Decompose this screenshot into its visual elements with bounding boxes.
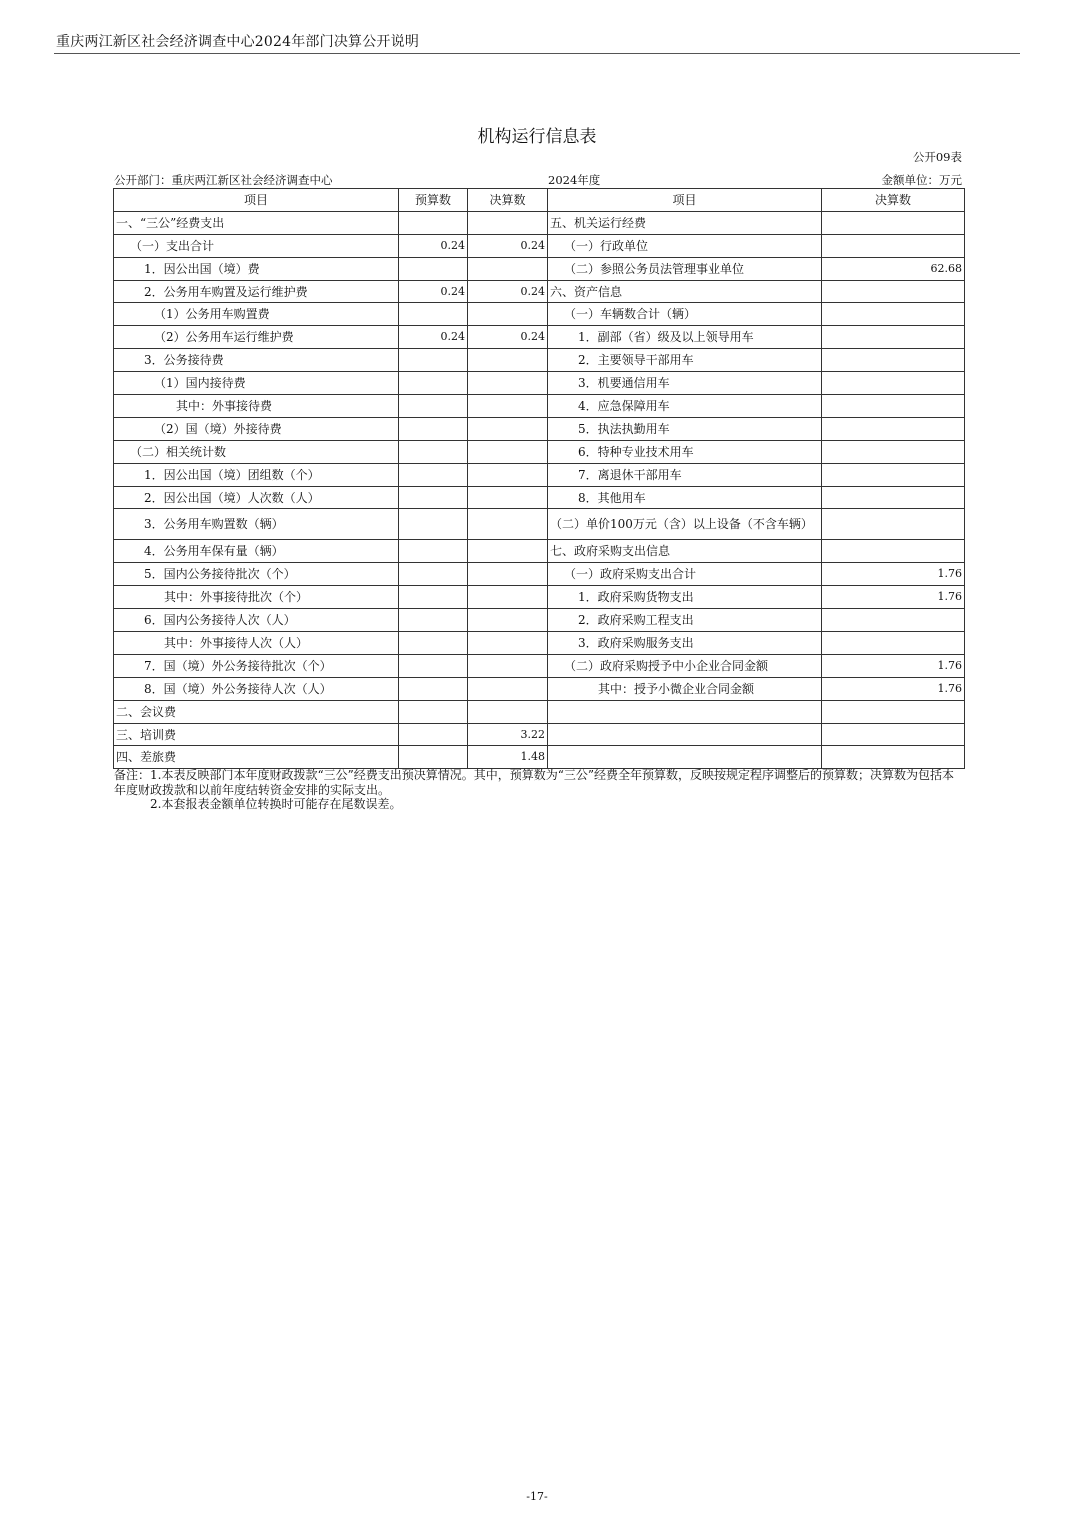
row-item-left: 7．国（境）外公务接待批次（个） (114, 654, 399, 677)
row-final-left: 3.22 (468, 723, 548, 746)
page-number: -17- (526, 1490, 548, 1503)
row-final-left (468, 349, 548, 372)
table-row (114, 540, 965, 563)
row-item-right: 其中：授予小微企业合同金额 (548, 677, 822, 700)
row-budget (399, 211, 468, 234)
row-final-left (468, 540, 548, 563)
row-final-left (468, 486, 548, 509)
department-label: 公开部门：重庆两江新区社会经济调查中心 (114, 173, 333, 187)
row-item-right: 七、政府采购支出信息 (548, 540, 822, 563)
row-budget (399, 395, 468, 418)
row-final-right (822, 234, 965, 257)
table-row (114, 417, 965, 440)
row-final-right (822, 211, 965, 234)
row-final-right (822, 372, 965, 395)
row-item-left: 三、培训费 (114, 723, 399, 746)
row-item-left: （一）支出合计 (114, 234, 399, 257)
row-final-left (468, 632, 548, 655)
row-final-left: 0.24 (468, 234, 548, 257)
row-final-left (468, 257, 548, 280)
row-final-right (822, 349, 965, 372)
row-budget (399, 440, 468, 463)
table-row (114, 486, 965, 509)
row-budget (399, 632, 468, 655)
table-row (114, 700, 965, 723)
table-row (114, 677, 965, 700)
row-final-right: 1.76 (822, 677, 965, 700)
row-final-right (822, 746, 965, 769)
row-final-left (468, 463, 548, 486)
row-final-right: 1.76 (822, 654, 965, 677)
row-item-left: 8．国（境）外公务接待人次（人） (114, 677, 399, 700)
row-final-left (468, 211, 548, 234)
row-item-right: 1．副部（省）级及以上领导用车 (548, 326, 822, 349)
header-final-right: 决算数 (822, 189, 965, 212)
table-row (114, 349, 965, 372)
row-item-left: 四、差旅费 (114, 746, 399, 769)
table-row (114, 746, 965, 769)
table-row (114, 326, 965, 349)
row-final-right (822, 609, 965, 632)
row-item-right: 2．主要领导干部用车 (548, 349, 822, 372)
row-final-right (822, 463, 965, 486)
note-1: 备注：1.本表反映部门本年度财政拨款“三公”经费支出预决算情况。其中，预算数为“三公”经费全年预算数，反映按规定程序调整后的预算数；决算数为包括本年度财政拨款和以前年度结转资金安排的实际支出。 (114, 768, 954, 797)
row-item-left: 1．因公出国（境）费 (114, 257, 399, 280)
row-item-right: （二）参照公务员法管理事业单位 (548, 257, 822, 280)
row-final-right (822, 723, 965, 746)
header-budget: 预算数 (399, 189, 468, 212)
row-item-left: 2．因公出国（境）人次数（人） (114, 486, 399, 509)
row-budget: 0.24 (399, 326, 468, 349)
row-item-left: 6．国内公务接待人次（人） (114, 609, 399, 632)
row-final-left (468, 372, 548, 395)
row-item-right: 2．政府采购工程支出 (548, 609, 822, 632)
table-row (114, 257, 965, 280)
running-header: 重庆两江新区社会经济调查中心2024年部门决算公开说明 (56, 34, 420, 50)
table-row (114, 440, 965, 463)
row-budget: 0.24 (399, 234, 468, 257)
row-final-left: 0.24 (468, 280, 548, 303)
amount-unit: 金额单位：万元 (881, 173, 962, 187)
row-final-left (468, 677, 548, 700)
row-final-right: 62.68 (822, 257, 965, 280)
row-budget (399, 654, 468, 677)
row-item-right: （一）政府采购支出合计 (548, 563, 822, 586)
row-item-right: （一）车辆数合计（辆） (548, 303, 822, 326)
row-item-right: 3．政府采购服务支出 (548, 632, 822, 655)
row-budget (399, 303, 468, 326)
row-item-left: （1）公务用车购置费 (114, 303, 399, 326)
table-row (114, 609, 965, 632)
row-final-right (822, 486, 965, 509)
row-item-left: 3．公务接待费 (114, 349, 399, 372)
row-final-left (468, 303, 548, 326)
note-2: 2.本套报表金额单位转换时可能存在尾数误差。 (150, 797, 402, 811)
row-item-left: 1．因公出国（境）团组数（个） (114, 463, 399, 486)
row-final-right (822, 303, 965, 326)
row-final-right: 1.76 (822, 563, 965, 586)
row-item-right: 五、机关运行经费 (548, 211, 822, 234)
row-final-right (822, 440, 965, 463)
row-budget (399, 417, 468, 440)
row-budget (399, 463, 468, 486)
table-header-row (114, 189, 965, 212)
row-budget (399, 700, 468, 723)
row-item-left: （1）国内接待费 (114, 372, 399, 395)
table-row (114, 372, 965, 395)
row-budget (399, 723, 468, 746)
header-item-left: 项目 (114, 189, 399, 212)
row-final-right (822, 540, 965, 563)
row-budget (399, 540, 468, 563)
table-row (114, 632, 965, 655)
row-final-right (822, 326, 965, 349)
row-budget (399, 609, 468, 632)
row-budget (399, 257, 468, 280)
row-final-left (468, 563, 548, 586)
fiscal-year: 2024年度 (548, 173, 601, 187)
row-budget (399, 586, 468, 609)
row-final-right: 1.76 (822, 586, 965, 609)
row-item-right: 六、资产信息 (548, 280, 822, 303)
notes (114, 768, 964, 812)
table-row (114, 723, 965, 746)
row-budget: 0.24 (399, 280, 468, 303)
row-final-left: 0.24 (468, 326, 548, 349)
row-final-right (822, 395, 965, 418)
row-item-left: （2）国（境）外接待费 (114, 417, 399, 440)
row-final-right (822, 632, 965, 655)
row-final-left (468, 509, 548, 540)
row-budget (399, 486, 468, 509)
row-final-left (468, 417, 548, 440)
row-budget (399, 563, 468, 586)
row-budget (399, 746, 468, 769)
row-final-right (822, 509, 965, 540)
table-row (114, 234, 965, 257)
row-item-right: （二）政府采购授予中小企业合同金额 (548, 654, 822, 677)
row-final-right (822, 700, 965, 723)
table-row (114, 586, 965, 609)
header-item-right: 项目 (548, 189, 822, 212)
table-body (114, 211, 965, 768)
table-row (114, 509, 965, 540)
row-budget (399, 349, 468, 372)
row-item-right: 7．离退休干部用车 (548, 463, 822, 486)
header-rule (54, 53, 1020, 54)
row-item-left: 5．国内公务接待批次（个） (114, 563, 399, 586)
row-item-left: （2）公务用车运行维护费 (114, 326, 399, 349)
row-budget (399, 677, 468, 700)
row-final-left (468, 586, 548, 609)
row-item-right: 3．机要通信用车 (548, 372, 822, 395)
row-final-left (468, 440, 548, 463)
table-row (114, 303, 965, 326)
row-final-left (468, 654, 548, 677)
row-item-left: 4．公务用车保有量（辆） (114, 540, 399, 563)
row-item-left: （二）相关统计数 (114, 440, 399, 463)
row-item-right: 4．应急保障用车 (548, 395, 822, 418)
row-final-left: 1.48 (468, 746, 548, 769)
row-budget (399, 509, 468, 540)
row-item-right: （二）单价100万元（含）以上设备（不含车辆） (548, 509, 822, 540)
row-item-left: 一、“三公”经费支出 (114, 211, 399, 234)
row-item-right (548, 746, 822, 769)
row-item-right: 1．政府采购货物支出 (548, 586, 822, 609)
row-item-right (548, 723, 822, 746)
row-item-right (548, 700, 822, 723)
row-item-left: 3．公务用车购置数（辆） (114, 509, 399, 540)
row-item-right: （一）行政单位 (548, 234, 822, 257)
row-final-left (468, 609, 548, 632)
row-item-left: 其中：外事接待批次（个） (114, 586, 399, 609)
row-item-left: 其中：外事接待人次（人） (114, 632, 399, 655)
header-final-left: 决算数 (468, 189, 548, 212)
row-item-left: 其中：外事接待费 (114, 395, 399, 418)
row-final-left (468, 700, 548, 723)
row-item-left: 2．公务用车购置及运行维护费 (114, 280, 399, 303)
table-row (114, 563, 965, 586)
row-final-right (822, 417, 965, 440)
row-item-right: 5．执法执勤用车 (548, 417, 822, 440)
row-item-left: 二、会议费 (114, 700, 399, 723)
form-number: 公开09表 (912, 150, 962, 164)
document-title: 机构运行信息表 (477, 127, 597, 147)
row-item-right: 6．特种专业技术用车 (548, 440, 822, 463)
row-final-left (468, 395, 548, 418)
table-row (114, 211, 965, 234)
table-row (114, 395, 965, 418)
table-row (114, 654, 965, 677)
row-item-right: 8．其他用车 (548, 486, 822, 509)
operation-info-table (113, 188, 965, 769)
table-row (114, 280, 965, 303)
table-row (114, 463, 965, 486)
row-budget (399, 372, 468, 395)
row-final-right (822, 280, 965, 303)
